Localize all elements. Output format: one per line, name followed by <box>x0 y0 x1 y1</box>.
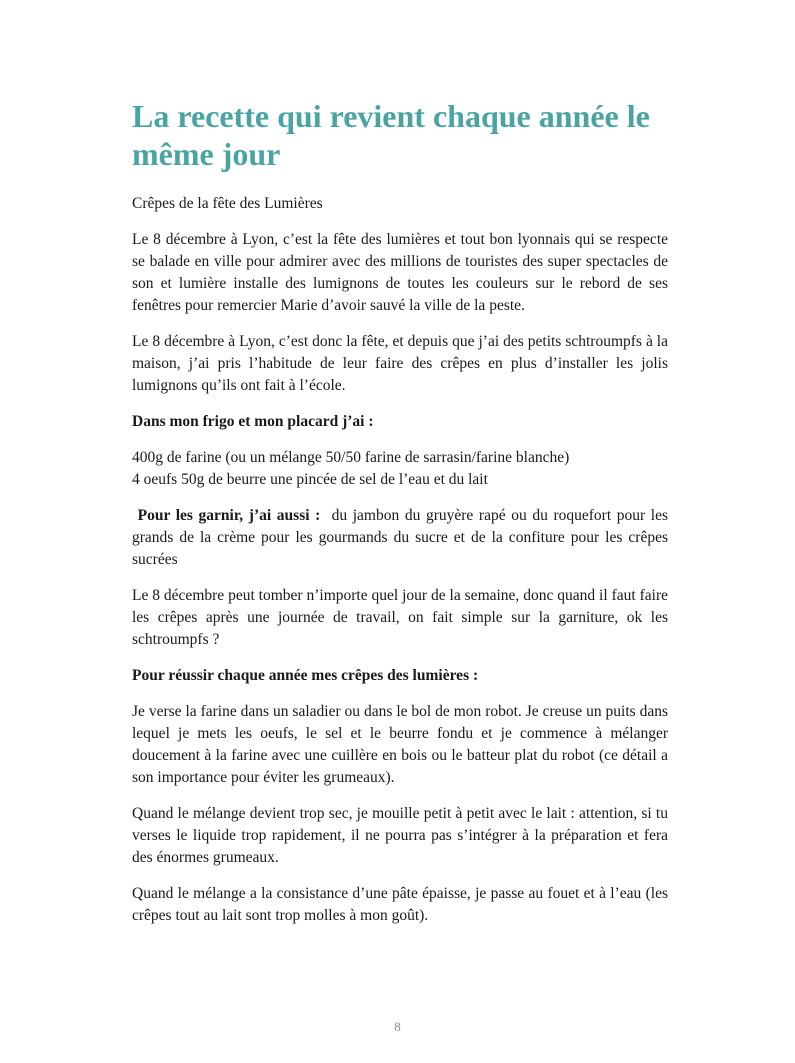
method-step-1: Je verse la farine dans un saladier ou dans le bol de mon robot. Je creuse un puits dans lequel je mets les oeufs, le sel et le beurre fondu et je commence à mélanger doucement à la farine avec une cuillère en bois ou le batteur plat du robot (ce détail a son importance pour éviter les grumeaux). <box>132 703 668 786</box>
garnish-paragraph <box>132 505 668 571</box>
intro-paragraph-2: Le 8 décembre à Lyon, c’est donc la fête, et depuis que j’ai des petits schtroumpfs à la maison, j’ai pris l’habitude de leur faire des crêpes en plus d’installer les jolis lumignons qu’ils ont fait à l’école. <box>132 333 668 394</box>
method-step-2: Quand le mélange devient trop sec, je mouille petit à petit avec le lait : attention, si tu verses le liquide trop rapidement, il ne pourra pas s’intégrer à la préparation et fera des énormes grumeaux. <box>132 805 668 866</box>
ingredients-list <box>132 447 668 491</box>
garnish-text: du jambon du gruyère rapé ou du roquefort pour les grands de la crème pour les gourmands du sucre et de la confiture pour les crêpes sucrées <box>132 507 668 568</box>
method-heading: Pour réussir chaque année mes crêpes des lumières : <box>132 667 479 684</box>
ingredients-line: 400g de farine (ou un mélange 50/50 farine de sarrasin/farine blanche) <box>132 449 570 466</box>
page-content <box>132 97 668 927</box>
page-title: La recette qui revient chaque année le même jour <box>132 98 650 172</box>
intro-paragraph-1: Le 8 décembre à Lyon, c’est la fête des lumières et tout bon lyonnais qui se respecte se balade en ville pour admirer avec des millions de touristes des super spectacles de son et lumière installe des lumignons de toutes les couleurs sur le rebord de ses fenêtres pour remercier Marie d’avoir sauvé la ville de la peste. <box>132 231 668 314</box>
page-number: 8 <box>394 1019 401 1034</box>
garnish-label: Pour les garnir, j’ai aussi : <box>137 507 321 524</box>
note-paragraph: Le 8 décembre peut tomber n’importe quel jour de la semaine, donc quand il faut faire les crêpes après une journée de travail, on fait simple sur la garniture, ok les schtroumpfs ? <box>132 587 668 648</box>
ingredients-line: 4 oeufs 50g de beurre une pincée de sel de l’eau et du lait <box>132 471 488 488</box>
ingredients-heading: Dans mon frigo et mon placard j’ai : <box>132 413 374 430</box>
method-step-3: Quand le mélange a la consistance d’une pâte épaisse, je passe au fouet et à l’eau (les crêpes tout au lait sont trop molles à mon goût). <box>132 885 668 924</box>
recipe-subtitle: Crêpes de la fête des Lumières <box>132 195 323 212</box>
